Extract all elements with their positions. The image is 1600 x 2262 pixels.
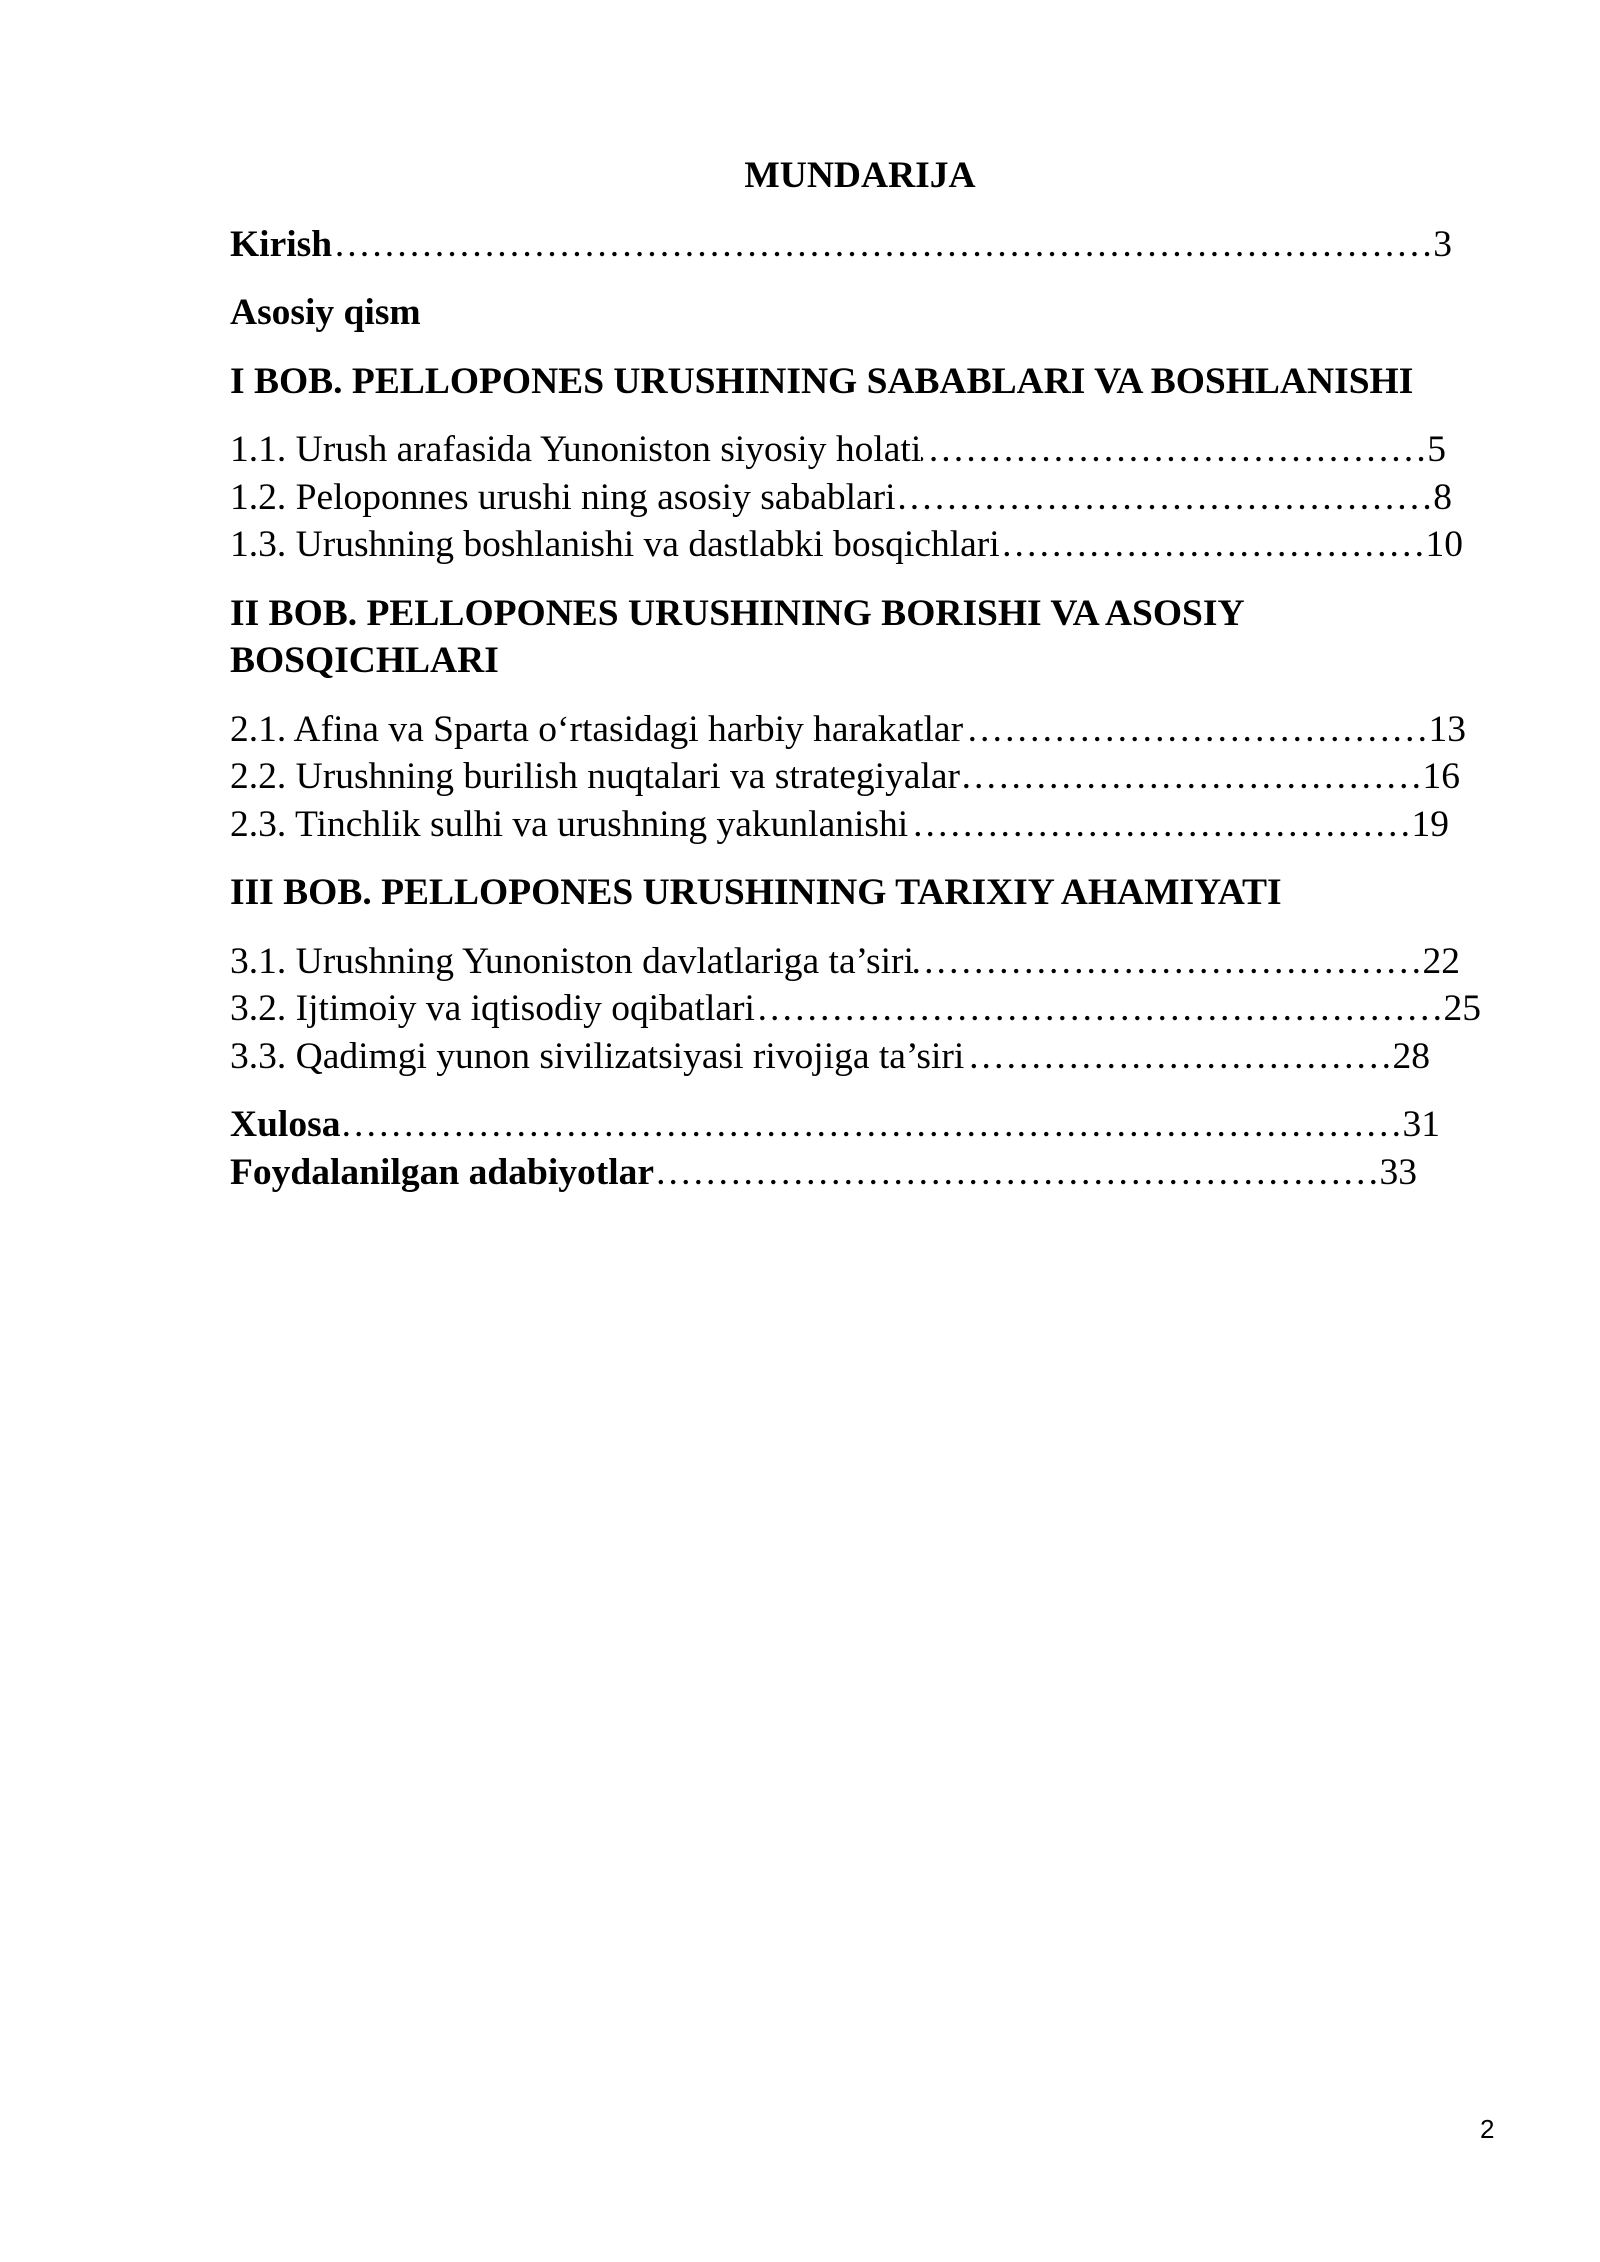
page-title: MUNDARIJA (744, 155, 976, 196)
toc-entry-section (230, 426, 1446, 474)
toc-entry-label: 1.1. Urush arafasida Yunoniston siyosiy holati (230, 429, 922, 470)
toc-entry-intro (230, 221, 1452, 269)
dot-leader (896, 474, 1434, 522)
toc-entry-page: 16 (1422, 756, 1460, 797)
dot-leader (963, 706, 1428, 754)
toc-entry-page: 8 (1433, 476, 1452, 518)
toc-entry-page: 31 (1402, 1104, 1440, 1145)
toc-entry-references (230, 1149, 1417, 1197)
chapter-sections (230, 426, 1490, 569)
toc-entry-page: 5 (1427, 429, 1446, 470)
toc-entry-label: Kirish (230, 223, 333, 265)
dot-leader (340, 1101, 1402, 1149)
page-number: 2 (1480, 2114, 1495, 2144)
toc-entry-label: 3.1. Urushning Yunoniston davlatlariga ta’siri (230, 940, 914, 982)
chapter-heading: II BOB. PELLOPONES URUSHINING BORISHI VA ASOSIY BOSQICHLARI (230, 592, 1244, 681)
toc-entry-label: 2.1. Afina va Sparta o‘rtasidagi harbiy harakatlar (230, 708, 964, 750)
toc-entry-section (230, 706, 1466, 754)
toc-entry-label: 1.3. Urushning boshlanishi va dastlabki bosqichlari (230, 524, 1000, 565)
chapter-heading: III BOB. PELLOPONES URUSHINING TARIXIY AHAMIYATI (230, 872, 1282, 913)
toc-entry-page: 33 (1379, 1151, 1417, 1193)
toc-entry-page: 13 (1428, 708, 1466, 750)
toc-entry-conclusion (230, 1101, 1440, 1149)
toc-entry-label: Xulosa (230, 1104, 341, 1145)
toc-entry-label: 3.3. Qadimgi yunon sivilizatsiyasi rivojiga ta’siri (230, 1035, 965, 1077)
toc-entry-page: 3 (1433, 223, 1452, 265)
chapter-heading: I BOB. PELLOPONES URUSHINING SABABLARI VA BOSHLANISHI (230, 360, 1414, 402)
chapter-sections (230, 706, 1490, 849)
dot-leader (964, 1033, 1392, 1081)
dot-leader (1000, 521, 1426, 569)
toc-entry-page: 28 (1392, 1035, 1430, 1077)
main-part-heading: Asosiy qism (230, 292, 421, 333)
toc-entry-page: 19 (1411, 803, 1449, 845)
chapter-sections (230, 938, 1490, 1081)
toc-entry-label: 2.2. Urushning burilish nuqtalari va strategiyalar (230, 756, 961, 797)
toc-entry-section (230, 521, 1463, 569)
toc-entry-page: 22 (1422, 940, 1460, 982)
table-of-contents (230, 152, 1490, 1196)
toc-entry-section (230, 1033, 1430, 1081)
dot-leader (908, 801, 1411, 849)
toc-entry-section (230, 753, 1460, 801)
toc-entry-section (230, 474, 1452, 522)
dot-leader (960, 753, 1422, 801)
toc-entry-section (230, 985, 1481, 1033)
toc-entry-section (230, 801, 1449, 849)
toc-entry-label: Foydalanilgan adabiyotlar (230, 1151, 655, 1193)
toc-entry-page: 25 (1443, 988, 1481, 1029)
toc-entry-label: 1.2. Peloponnes urushi ning asosiy sabablari (230, 476, 896, 518)
dot-leader (921, 426, 1427, 474)
dot-leader (914, 938, 1423, 986)
dot-leader (654, 1149, 1379, 1197)
toc-entry-page: 10 (1425, 524, 1463, 565)
toc-entry-section (230, 938, 1460, 986)
toc-entry-label: 2.3. Tinchlik sulhi va urushning yakunlanishi (230, 803, 909, 845)
dot-leader (755, 985, 1444, 1033)
toc-closing-entries (230, 1101, 1490, 1196)
dot-leader (332, 221, 1433, 269)
toc-entry-label: 3.2. Ijtimoiy va iqtisodiy oqibatlari (230, 988, 755, 1029)
